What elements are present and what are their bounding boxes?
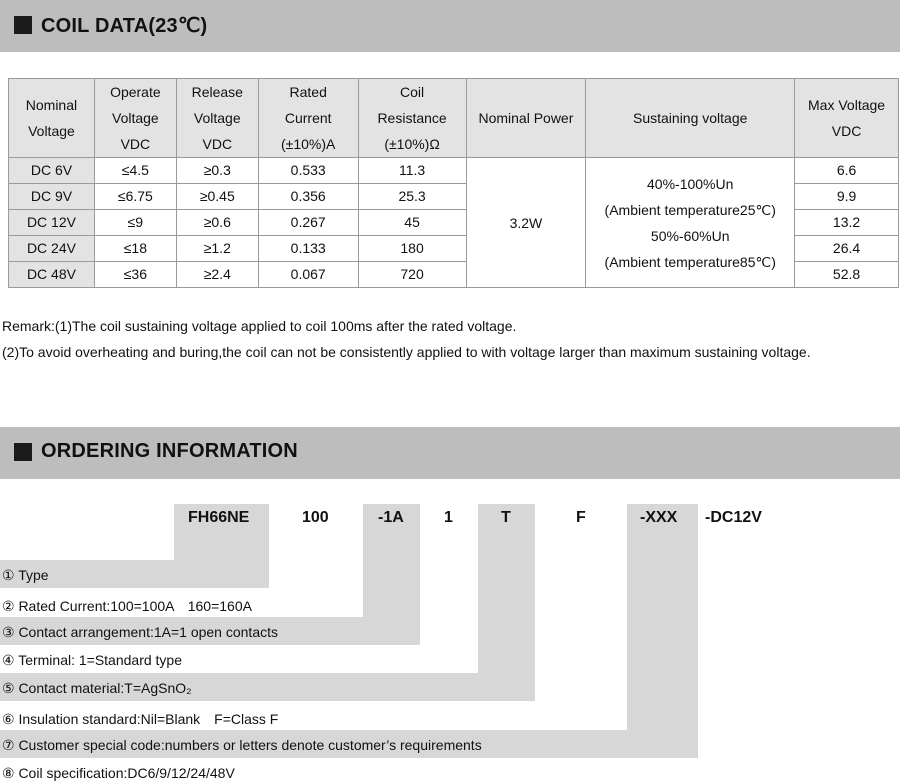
cell-resistance: 45 xyxy=(358,210,466,236)
cell-nominal: DC 48V xyxy=(9,262,95,288)
remark-1: Remark:(1)The coil sustaining voltage applied to coil 100ms after the rated voltage. xyxy=(2,318,517,334)
cell-resistance: 11.3 xyxy=(358,158,466,184)
code-customer: -XXX xyxy=(640,509,678,526)
cell-release: ≥0.3 xyxy=(176,158,258,184)
code-column-contact-material xyxy=(478,504,535,701)
order-line-5: ⑤ Contact material:T=AgSnO₂ xyxy=(2,680,192,696)
header-sustaining-voltage: Sustaining voltage xyxy=(586,79,795,158)
cell-current: 0.533 xyxy=(258,158,358,184)
remark-2: (2)To avoid overheating and buring,the coil can not be consistently applied to with voltage larger than maximum sustaining voltage. xyxy=(2,344,811,360)
ordering-info-title: ORDERING INFORMATION xyxy=(41,440,298,462)
code-contact-material: T xyxy=(501,509,511,526)
cell-max: 52.8 xyxy=(795,262,899,288)
coil-data-section-header xyxy=(0,0,900,52)
cell-current: 0.356 xyxy=(258,184,358,210)
cell-operate: ≤18 xyxy=(94,236,176,262)
cell-resistance: 25.3 xyxy=(358,184,466,210)
cell-current: 0.067 xyxy=(258,262,358,288)
cell-operate: ≤9 xyxy=(94,210,176,236)
code-insulation: F xyxy=(576,509,586,526)
order-line-7: ⑦ Customer special code:numbers or letters denote customer’s requirements xyxy=(2,737,482,753)
table-header-row xyxy=(9,79,899,158)
order-line-3: ③ Contact arrangement:1A=1 open contacts xyxy=(2,624,278,640)
order-line-6: ⑥ Insulation standard:Nil=Blank F=Class F xyxy=(2,711,279,727)
coil-data-table xyxy=(8,78,899,288)
code-rated-current: 100 xyxy=(302,509,329,526)
cell-nominal: DC 6V xyxy=(9,158,95,184)
order-line-2: ② Rated Current:100=100A 160=160A xyxy=(2,598,252,614)
coil-data-title: COIL DATA(23℃) xyxy=(41,15,208,37)
code-coil-spec: -DC12V xyxy=(705,509,762,526)
cell-release: ≥1.2 xyxy=(176,236,258,262)
square-bullet-icon xyxy=(14,16,32,34)
cell-max: 26.4 xyxy=(795,236,899,262)
header-nominal-voltage: Nominal Voltage xyxy=(9,79,95,158)
cell-release: ≥2.4 xyxy=(176,262,258,288)
ordering-info-section-header xyxy=(0,427,900,479)
cell-max: 13.2 xyxy=(795,210,899,236)
cell-operate: ≤36 xyxy=(94,262,176,288)
cell-nominal-power: 3.2W xyxy=(466,158,586,288)
cell-resistance: 180 xyxy=(358,236,466,262)
cell-nominal: DC 12V xyxy=(9,210,95,236)
code-type: FH66NE xyxy=(188,509,250,526)
cell-nominal: DC 24V xyxy=(9,236,95,262)
header-coil-resistance: Coil Resistance (±10%)Ω xyxy=(358,79,466,158)
cell-operate: ≤4.5 xyxy=(94,158,176,184)
code-terminal: 1 xyxy=(444,509,453,526)
table-row xyxy=(9,158,899,184)
cell-current: 0.133 xyxy=(258,236,358,262)
cell-current: 0.267 xyxy=(258,210,358,236)
cell-release: ≥0.45 xyxy=(176,184,258,210)
header-max-voltage: Max Voltage VDC xyxy=(795,79,899,158)
cell-resistance: 720 xyxy=(358,262,466,288)
cell-release: ≥0.6 xyxy=(176,210,258,236)
order-line-1: ① Type xyxy=(2,567,49,583)
cell-operate: ≤6.75 xyxy=(94,184,176,210)
order-line-8: ⑧ Coil specification:DC6/9/12/24/48V xyxy=(2,765,235,781)
square-bullet-icon xyxy=(14,443,32,461)
header-operate-voltage: Operate Voltage VDC xyxy=(94,79,176,158)
code-contact-arrangement: -1A xyxy=(378,509,404,526)
header-release-voltage: Release Voltage VDC xyxy=(176,79,258,158)
header-rated-current: Rated Current (±10%)A xyxy=(258,79,358,158)
order-line-4: ④ Terminal: 1=Standard type xyxy=(2,652,183,668)
cell-sustaining-voltage: 40%-100%Un (Ambient temperature25℃) 50%-60%Un (Ambient temperature85℃) xyxy=(586,158,795,288)
code-column-customer-code xyxy=(627,504,698,758)
cell-max: 9.9 xyxy=(795,184,899,210)
header-nominal-power: Nominal Power xyxy=(466,79,586,158)
cell-nominal: DC 9V xyxy=(9,184,95,210)
cell-max: 6.6 xyxy=(795,158,899,184)
